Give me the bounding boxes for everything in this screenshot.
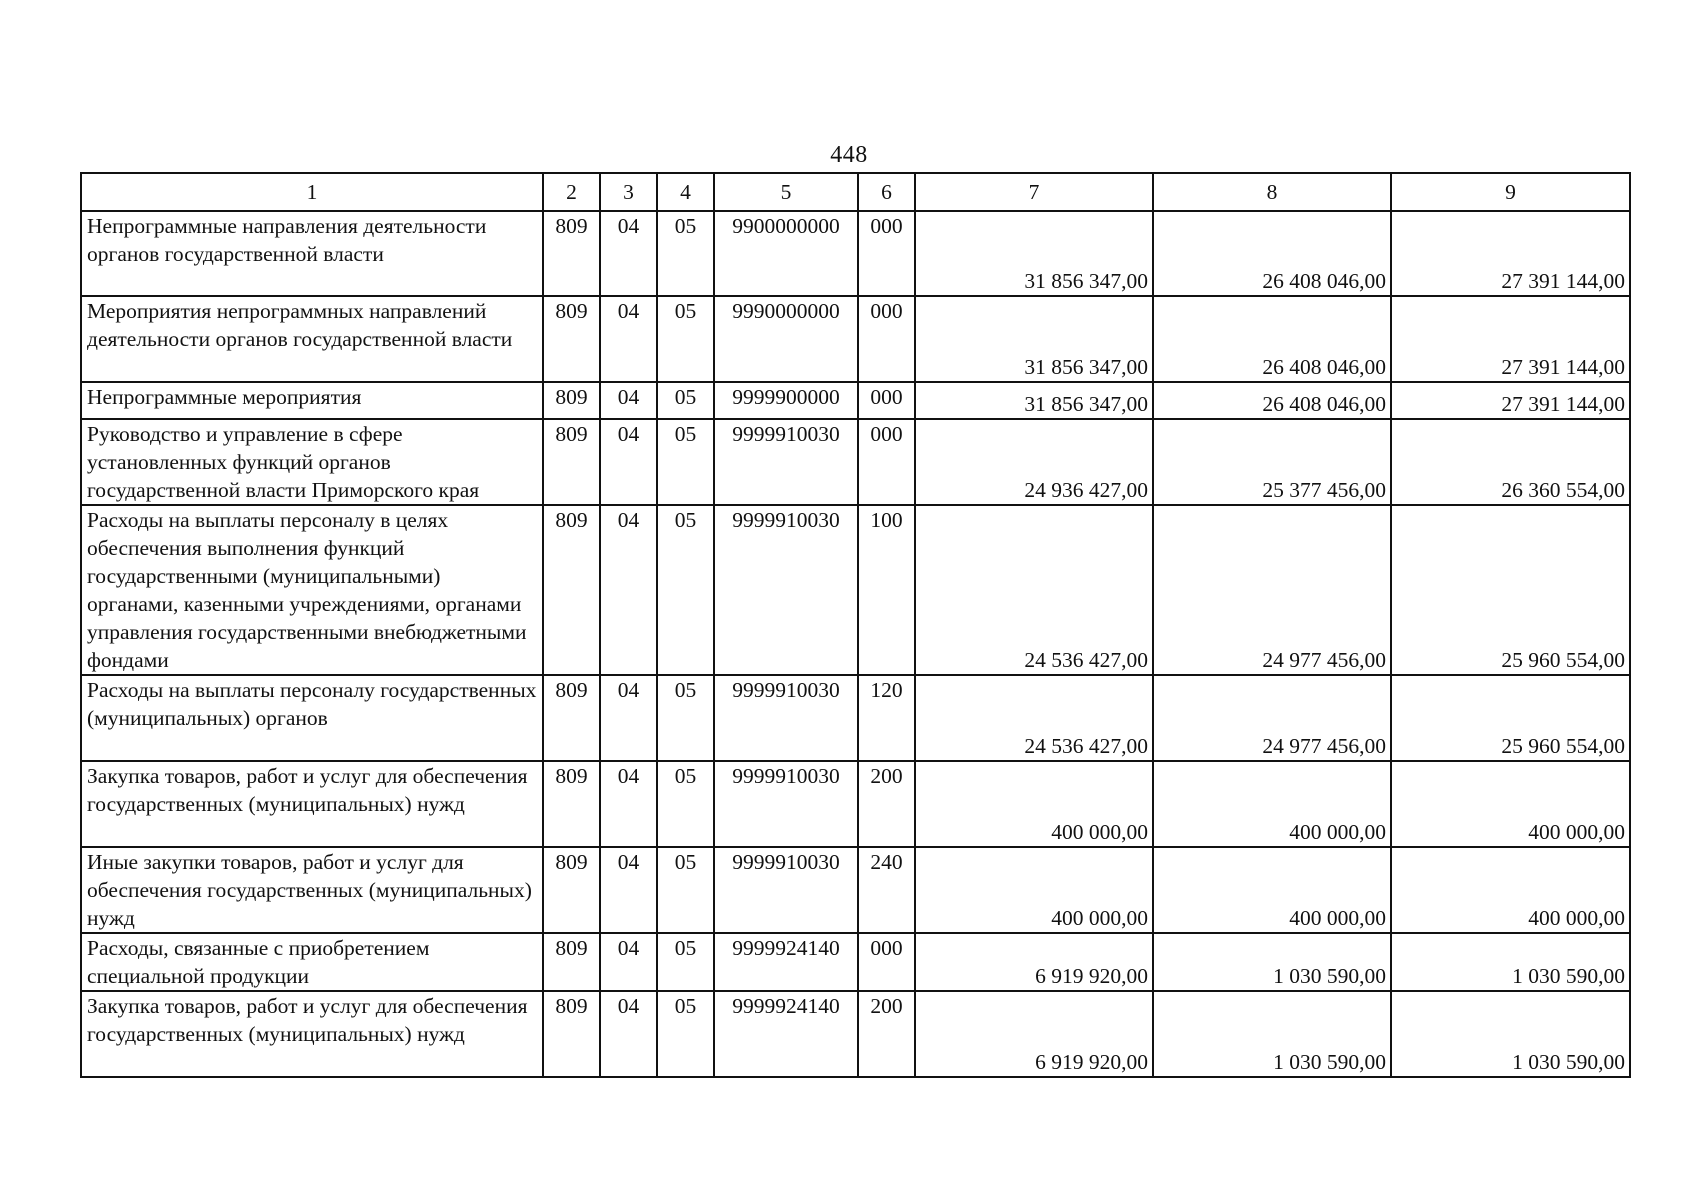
cell-subsection-code: 05: [657, 505, 714, 675]
column-header: 4: [657, 173, 714, 211]
row-name: Закупка товаров, работ и услуг для обеспечения государственных (муниципальных) нужд: [81, 991, 543, 1077]
cell-amount-8: 26 408 046,00: [1153, 382, 1391, 419]
cell-subsection-code: 05: [657, 382, 714, 419]
cell-section-code: 04: [600, 382, 657, 419]
cell-expense-type: 200: [858, 991, 915, 1077]
table-row: [81, 933, 1630, 991]
column-header: 3: [600, 173, 657, 211]
cell-expense-type: 200: [858, 761, 915, 847]
cell-subsection-code: 05: [657, 991, 714, 1077]
table-row: [81, 505, 1630, 675]
column-header: 8: [1153, 173, 1391, 211]
cell-target-article: 9999924140: [714, 933, 858, 991]
cell-amount-7: 24 536 427,00: [915, 675, 1153, 761]
cell-subsection-code: 05: [657, 761, 714, 847]
cell-amount-9: 27 391 144,00: [1391, 382, 1630, 419]
cell-target-article: 9999910030: [714, 505, 858, 675]
cell-expense-type: 240: [858, 847, 915, 933]
column-header: 5: [714, 173, 858, 211]
cell-ministry-code: 809: [543, 933, 600, 991]
column-header: 6: [858, 173, 915, 211]
table-row: [81, 296, 1630, 382]
cell-expense-type: 000: [858, 211, 915, 296]
cell-subsection-code: 05: [657, 211, 714, 296]
cell-amount-9: 26 360 554,00: [1391, 419, 1630, 505]
cell-expense-type: 120: [858, 675, 915, 761]
cell-amount-9: 25 960 554,00: [1391, 505, 1630, 675]
header-row: [81, 173, 1630, 211]
cell-subsection-code: 05: [657, 296, 714, 382]
cell-amount-8: 400 000,00: [1153, 847, 1391, 933]
cell-amount-9: 1 030 590,00: [1391, 991, 1630, 1077]
cell-section-code: 04: [600, 296, 657, 382]
cell-amount-7: 400 000,00: [915, 761, 1153, 847]
row-name: Расходы на выплаты персоналу в целях обеспечения выполнения функций государственными (муниципальными) органами, казенными учреждениями, органами управления государственными внебюджетными фондами: [81, 505, 543, 675]
cell-amount-7: 31 856 347,00: [915, 382, 1153, 419]
cell-section-code: 04: [600, 675, 657, 761]
row-name: Непрограммные мероприятия: [81, 382, 543, 419]
table-row: [81, 761, 1630, 847]
cell-target-article: 9999900000: [714, 382, 858, 419]
cell-ministry-code: 809: [543, 211, 600, 296]
cell-amount-7: 24 536 427,00: [915, 505, 1153, 675]
row-name: Закупка товаров, работ и услуг для обеспечения государственных (муниципальных) нужд: [81, 761, 543, 847]
cell-amount-8: 24 977 456,00: [1153, 505, 1391, 675]
cell-amount-9: 400 000,00: [1391, 761, 1630, 847]
cell-ministry-code: 809: [543, 505, 600, 675]
cell-ministry-code: 809: [543, 761, 600, 847]
cell-expense-type: 000: [858, 933, 915, 991]
cell-amount-9: 27 391 144,00: [1391, 211, 1630, 296]
cell-ministry-code: 809: [543, 296, 600, 382]
cell-amount-8: 25 377 456,00: [1153, 419, 1391, 505]
column-header: 9: [1391, 173, 1630, 211]
cell-section-code: 04: [600, 419, 657, 505]
column-header: 7: [915, 173, 1153, 211]
cell-amount-8: 24 977 456,00: [1153, 675, 1391, 761]
cell-amount-8: 26 408 046,00: [1153, 211, 1391, 296]
cell-section-code: 04: [600, 761, 657, 847]
table-row: [81, 675, 1630, 761]
cell-expense-type: 100: [858, 505, 915, 675]
table-row: [81, 991, 1630, 1077]
cell-amount-9: 1 030 590,00: [1391, 933, 1630, 991]
cell-subsection-code: 05: [657, 419, 714, 505]
row-name: Расходы на выплаты персоналу государственных (муниципальных) органов: [81, 675, 543, 761]
cell-section-code: 04: [600, 933, 657, 991]
cell-target-article: 9999910030: [714, 761, 858, 847]
cell-expense-type: 000: [858, 296, 915, 382]
cell-target-article: 9990000000: [714, 296, 858, 382]
table-row: [81, 419, 1630, 505]
cell-amount-7: 31 856 347,00: [915, 211, 1153, 296]
column-header: 2: [543, 173, 600, 211]
cell-expense-type: 000: [858, 382, 915, 419]
cell-amount-8: 1 030 590,00: [1153, 933, 1391, 991]
cell-amount-7: 400 000,00: [915, 847, 1153, 933]
row-name: Иные закупки товаров, работ и услуг для обеспечения государственных (муниципальных) нужд: [81, 847, 543, 933]
cell-subsection-code: 05: [657, 675, 714, 761]
cell-target-article: 9999910030: [714, 847, 858, 933]
cell-amount-9: 25 960 554,00: [1391, 675, 1630, 761]
row-name: Мероприятия непрограммных направлений деятельности органов государственной власти: [81, 296, 543, 382]
cell-subsection-code: 05: [657, 933, 714, 991]
table-row: [81, 382, 1630, 419]
cell-target-article: 9999910030: [714, 675, 858, 761]
cell-ministry-code: 809: [543, 675, 600, 761]
cell-amount-8: 26 408 046,00: [1153, 296, 1391, 382]
cell-ministry-code: 809: [543, 991, 600, 1077]
cell-section-code: 04: [600, 505, 657, 675]
cell-amount-7: 31 856 347,00: [915, 296, 1153, 382]
cell-target-article: 9999924140: [714, 991, 858, 1077]
cell-amount-8: 400 000,00: [1153, 761, 1391, 847]
cell-amount-9: 27 391 144,00: [1391, 296, 1630, 382]
row-name: Непрограммные направления деятельности органов государственной власти: [81, 211, 543, 296]
page-number: 448: [830, 142, 868, 168]
budget-table: [80, 172, 1631, 1078]
row-name: Руководство и управление в сфере установленных функций органов государственной власти Приморского края: [81, 419, 543, 505]
cell-ministry-code: 809: [543, 382, 600, 419]
cell-ministry-code: 809: [543, 419, 600, 505]
table-row: [81, 211, 1630, 296]
row-name: Расходы, связанные с приобретением специальной продукции: [81, 933, 543, 991]
cell-subsection-code: 05: [657, 847, 714, 933]
cell-amount-9: 400 000,00: [1391, 847, 1630, 933]
cell-amount-7: 6 919 920,00: [915, 991, 1153, 1077]
cell-section-code: 04: [600, 991, 657, 1077]
cell-amount-8: 1 030 590,00: [1153, 991, 1391, 1077]
table-row: [81, 847, 1630, 933]
cell-target-article: 9999910030: [714, 419, 858, 505]
cell-amount-7: 24 936 427,00: [915, 419, 1153, 505]
column-header: 1: [81, 173, 543, 211]
cell-amount-7: 6 919 920,00: [915, 933, 1153, 991]
cell-section-code: 04: [600, 211, 657, 296]
cell-section-code: 04: [600, 847, 657, 933]
cell-expense-type: 000: [858, 419, 915, 505]
cell-target-article: 9900000000: [714, 211, 858, 296]
cell-ministry-code: 809: [543, 847, 600, 933]
